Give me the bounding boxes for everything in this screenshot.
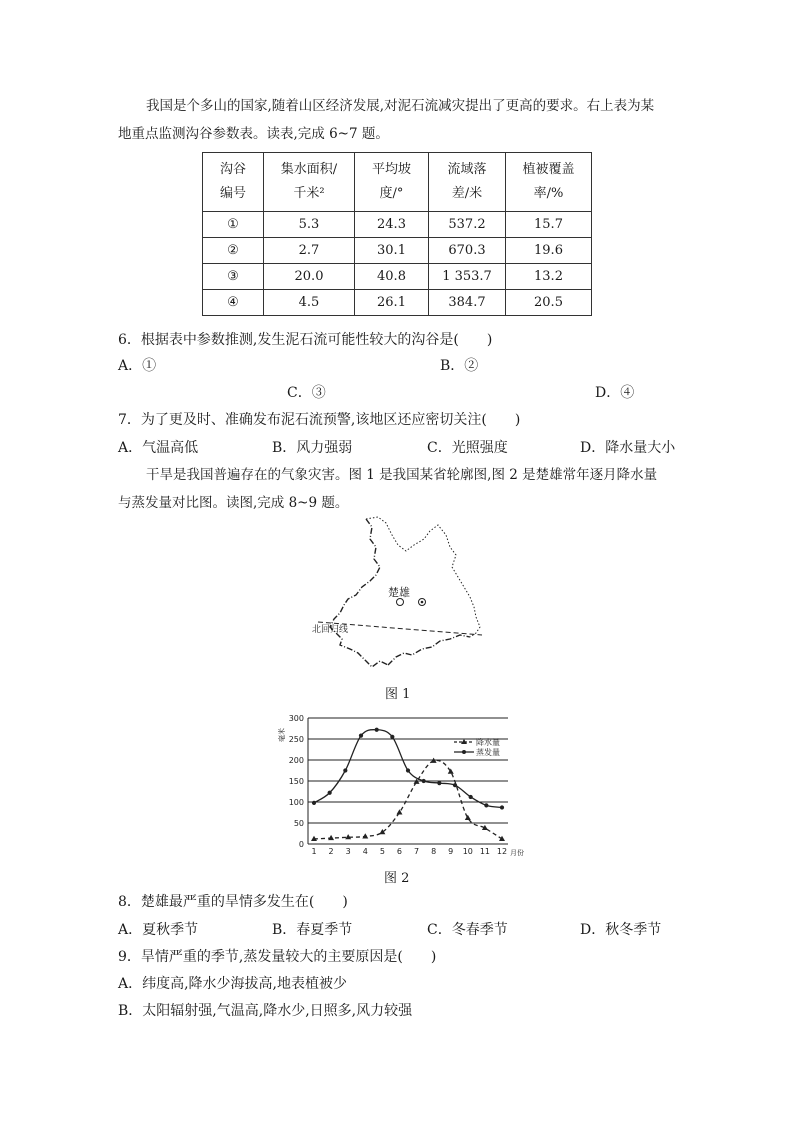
province-border-west	[330, 519, 388, 667]
chart-x-tick-label: 12	[496, 847, 508, 856]
province-outline-map	[300, 515, 500, 675]
data-point-evap	[453, 783, 457, 787]
table-cell: ④	[203, 290, 264, 316]
chart-y-tick-label: 100	[288, 798, 304, 807]
table-cell: 384.7	[429, 290, 506, 316]
table-row	[203, 238, 592, 264]
table-cell: 20.5	[506, 290, 592, 316]
chart-x-tick-label: 2	[328, 847, 334, 856]
legend-evap-marker	[462, 750, 466, 754]
precip-evap-chart	[270, 706, 530, 864]
q8-option-b[interactable]: B．春夏季节	[272, 922, 353, 938]
table-cell: 2.7	[264, 238, 355, 264]
chart-x-ticks	[311, 847, 507, 856]
q6-stem: 6．根据表中参数推测,发生泥石流可能性较大的沟谷是( )	[118, 332, 493, 348]
chart-y-axis-label: 毫米	[278, 728, 286, 742]
figure-2-caption: 图 2	[384, 871, 410, 886]
table-cell: 670.3	[429, 238, 506, 264]
intro-paragraph-1	[118, 92, 678, 148]
table-cell: 1 353.7	[429, 264, 506, 290]
chart-x-tick-label: 3	[345, 847, 351, 856]
city-marker-chuxiong	[397, 599, 404, 606]
data-point-precip	[465, 815, 471, 820]
chart-x-tick-label: 11	[479, 847, 491, 856]
intro-paragraph-2	[118, 461, 678, 517]
chart-y-ticks	[289, 714, 304, 849]
table-cell: 5.3	[264, 212, 355, 238]
table-cell: 40.8	[355, 264, 429, 290]
table-cell: 4.5	[264, 290, 355, 316]
chart-y-tick-label: 250	[288, 735, 304, 744]
chart-y-tick-label: 200	[288, 756, 304, 765]
q9-option-b[interactable]: B．太阳辐射强,气温高,降水少,日照多,风力较强	[118, 1003, 413, 1019]
data-point-evap	[390, 735, 394, 739]
chart-x-tick-label: 5	[379, 847, 385, 856]
q6-option-d[interactable]: D．④	[595, 385, 635, 401]
data-point-evap	[375, 728, 379, 732]
table-cell: 537.2	[429, 212, 506, 238]
figure-1-caption: 图 1	[385, 687, 411, 702]
q7-option-a[interactable]: A．气温高低	[118, 440, 199, 456]
data-point-evap	[406, 768, 410, 772]
chart-x-tick-label: 10	[462, 847, 473, 856]
table-header: 植被覆盖 率/%	[506, 153, 592, 212]
data-point-evap	[469, 795, 473, 799]
city-label-chuxiong: 楚雄	[388, 586, 410, 599]
intro-2-line-1: 干旱是我国普遍存在的气象灾害。图 1 是我国某省轮廓图,图 2 是楚雄常年逐月降水量	[146, 467, 658, 483]
chart-y-tick-label: 50	[293, 819, 304, 828]
q9-stem: 9．旱情严重的季节,蒸发量较大的主要原因是( )	[118, 949, 437, 965]
q7-option-c[interactable]: C．光照强度	[427, 440, 508, 456]
q6-option-a[interactable]: A．①	[118, 358, 157, 374]
tropic-of-cancer-label: 北回归线	[312, 625, 349, 635]
table-header-row	[203, 153, 592, 212]
table-cell: 26.1	[355, 290, 429, 316]
data-point-evap	[484, 803, 488, 807]
q6-option-b[interactable]: B．②	[440, 358, 479, 374]
q7-option-d[interactable]: D．降水量大小	[580, 440, 676, 456]
data-point-evap	[343, 768, 347, 772]
data-point-precip	[362, 833, 368, 838]
table-row	[203, 290, 592, 316]
table-header: 集水面积/ 千米²	[264, 153, 355, 212]
q8-option-d[interactable]: D．秋冬季节	[580, 922, 662, 938]
table-cell: ②	[203, 238, 264, 264]
chart-x-tick-label: 7	[413, 847, 420, 856]
chart-y-tick-label: 0	[298, 840, 304, 849]
table-row	[203, 264, 592, 290]
data-point-evap	[500, 805, 504, 809]
data-point-evap	[312, 801, 316, 805]
table-header: 流域落 差/米	[429, 153, 506, 212]
q6-option-c[interactable]: C．③	[287, 385, 326, 401]
province-border-south	[388, 635, 470, 665]
chart-x-tick-label: 8	[431, 847, 437, 856]
legend-precip-label: 降水量	[476, 738, 500, 747]
q9-option-a[interactable]: A．纬度高,降水少海拔高,地表植被少	[118, 976, 348, 992]
intro-1-line-2: 地重点监测沟谷参数表。读表,完成 6~7 题。	[118, 126, 389, 142]
legend-evap-label: 蒸发量	[476, 748, 500, 757]
table-cell: 13.2	[506, 264, 592, 290]
data-point-evap	[437, 781, 441, 785]
data-point-precip	[328, 835, 334, 840]
province-border-east	[366, 517, 480, 637]
table-header: 沟谷 编号	[203, 153, 264, 212]
table-cell: ①	[203, 212, 264, 238]
chart-legend	[454, 737, 500, 757]
q7-option-b[interactable]: B．风力强弱	[272, 440, 353, 456]
table-cell: 24.3	[355, 212, 429, 238]
data-point-evap	[422, 779, 426, 783]
intro-1-line-1: 我国是个多山的国家,随着山区经济发展,对泥石流减灾提出了更高的要求。右上表为某	[146, 98, 655, 114]
data-point-evap	[359, 734, 363, 738]
q7-stem: 7．为了更及时、准确发布泥石流预警,该地区还应密切关注( )	[118, 412, 521, 428]
table-header: 平均坡 度/°	[355, 153, 429, 212]
data-point-evap	[328, 791, 332, 795]
table-cell: 19.6	[506, 238, 592, 264]
chart-x-tick-label: 1	[311, 847, 317, 856]
chart-x-tick-label: 9	[448, 847, 454, 856]
table-cell: 15.7	[506, 212, 592, 238]
intro-2-line-2: 与蒸发量对比图。读图,完成 8~9 题。	[118, 495, 349, 511]
q8-stem: 8．楚雄最严重的旱情多发生在( )	[118, 894, 348, 910]
table-row	[203, 212, 592, 238]
capital-marker-inner	[421, 601, 424, 604]
table-cell: ③	[203, 264, 264, 290]
chart-gridlines	[308, 718, 508, 844]
q8-option-a[interactable]: A．夏秋季节	[118, 922, 199, 938]
chart-x-axis-label: 月份	[510, 849, 524, 857]
table-cell: 30.1	[355, 238, 429, 264]
chart-x-tick-label: 4	[362, 847, 368, 856]
chart-y-tick-label: 300	[288, 714, 304, 723]
chart-x-tick-label: 6	[396, 847, 403, 856]
chart-y-tick-label: 150	[288, 777, 304, 786]
table-cell: 20.0	[264, 264, 355, 290]
gully-parameter-table	[202, 152, 592, 316]
q8-option-c[interactable]: C．冬春季节	[427, 922, 508, 938]
